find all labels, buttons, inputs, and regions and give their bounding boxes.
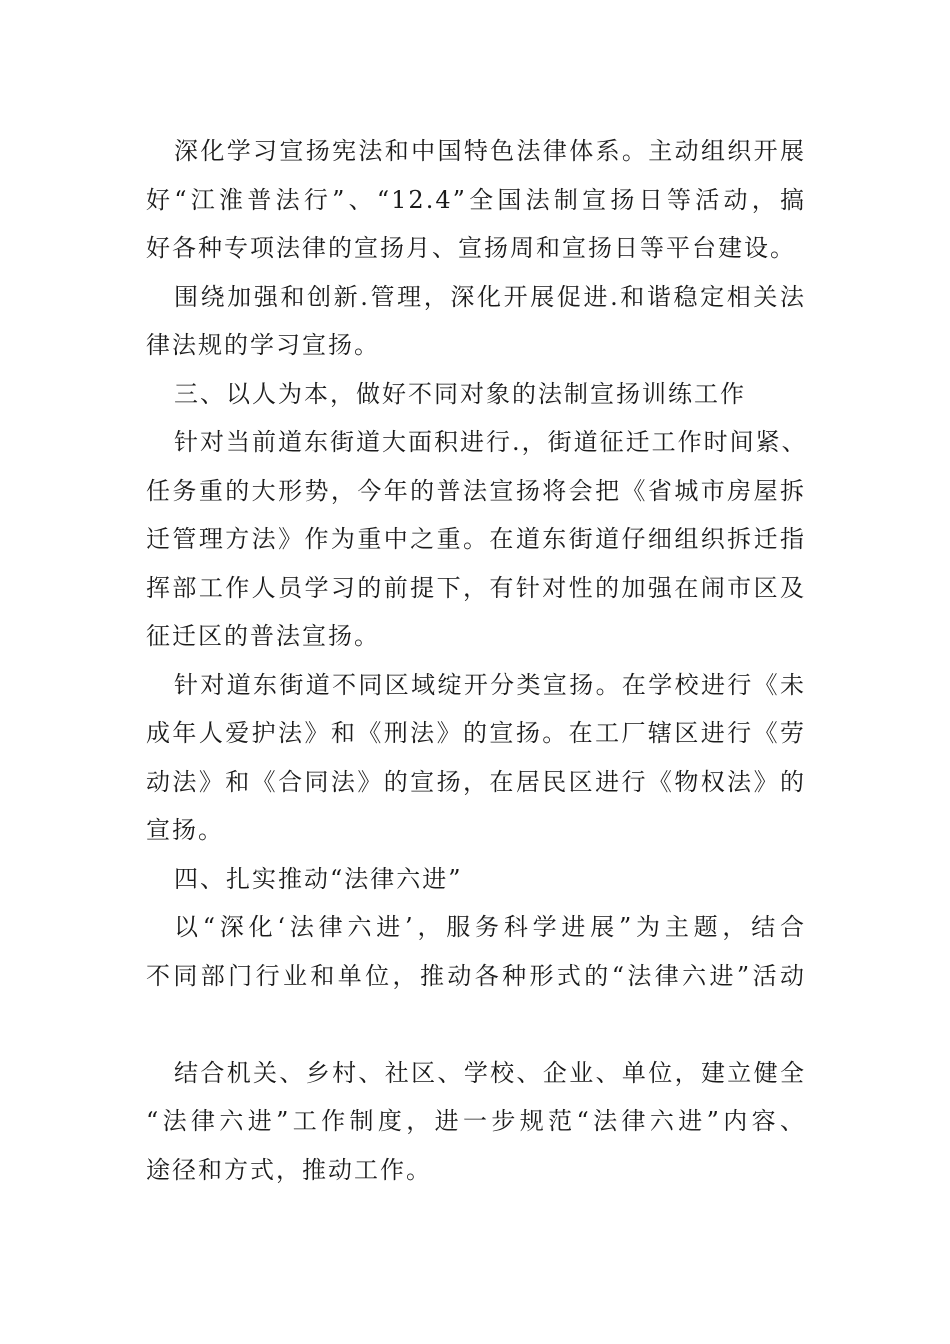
paragraph-line: 结合机关、乡村、社区、学校、企业、单位，建立健全 [174,1058,806,1087]
section-heading: 三、以人为本，做好不同对象的法制宣扬训练工作 [174,379,746,408]
document-body [146,127,806,1194]
section-heading: 四、扎实推动“法律六进” [174,864,463,893]
paragraph-line: “法律六进”工作制度，进一步规范“法律六进”内容、 [146,1107,806,1135]
paragraph-line: 深化学习宣扬宪法和中国特色法律体系。主动组织开展 [174,137,806,165]
paragraph-line: 途径和方式，推动工作。 [146,1155,432,1184]
paragraph-line: 律法规的学习宣扬。 [146,331,380,359]
paragraph-line: 迁管理方法》作为重中之重。在道东街道仔细组织拆迁指 [146,525,806,553]
paragraph-line: 针对道东街道不同区域绽开分类宣扬。在学校进行《未 [174,670,806,699]
paragraph-line: 征迁区的普法宣扬。 [146,622,380,650]
paragraph-line: 以“深化‘法律六进’，服务科学进展”为主题，结合 [174,913,806,941]
paragraph-line: 好“江淮普法行”、“12.4”全国法制宣扬日等活动，搞 [146,185,806,214]
paragraph-line: 成年人爱护法》和《刑法》的宣扬。在工厂辖区进行《劳 [146,719,806,747]
blank-line [146,1000,806,1049]
paragraph-line: 好各种专项法律的宣扬月、宣扬周和宣扬日等平台建设。 [146,234,796,262]
paragraph-line: 宣扬。 [146,816,224,844]
paragraph-line: 任务重的大形势，今年的普法宣扬将会把《省城市房屋拆 [146,476,806,505]
paragraph-line: 针对当前道东街道大面积进行.，街道征迁工作时间紧、 [174,428,808,456]
paragraph-line: 挥部工作人员学习的前提下，有针对性的加强在闹市区及 [146,573,806,602]
paragraph-line: 围绕加强和创新.管理，深化开展促进.和谐稳定相关法 [174,282,806,311]
paragraph-line: 不同部门行业和单位，推动各种形式的“法律六进”活动 [146,961,806,990]
paragraph-line: 动法》和《合同法》的宣扬，在居民区进行《物权法》的 [146,767,806,796]
